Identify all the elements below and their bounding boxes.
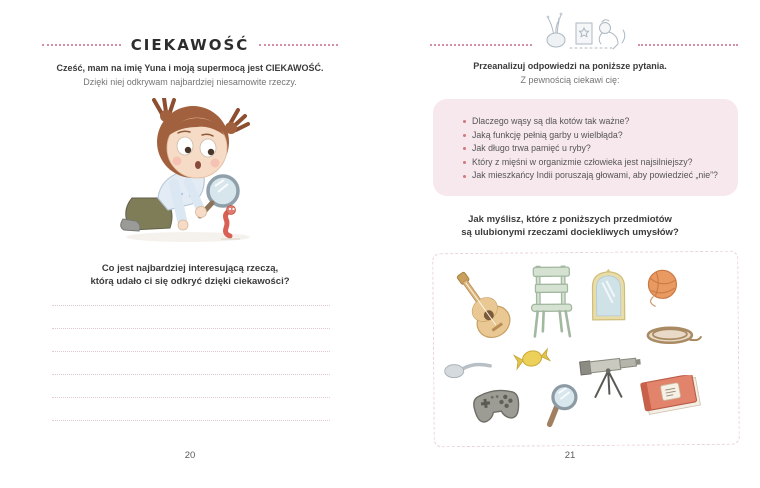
left-page-header [42,36,338,54]
intro-bold-text: Cześć, mam na imię Yuna i moją supermocą jest CIEKAWOŚĆ. [56,63,324,73]
instruction-bold-text: Przeanalizuj odpowiedzi na poniższe pytania. [473,61,667,71]
question-text: Który z mięśni w organizmie człowieka jest najsilniejszy? [472,156,693,167]
question-item [463,129,738,143]
question-text: Jak długo trwa pamięć u ryby? [472,143,591,154]
questions-box [433,99,738,196]
questions-list [433,99,738,183]
writing-lines [52,283,330,421]
question-text: Jaką funkcję pełnią garby u wielbłąda? [472,129,623,140]
bullet-dot-icon [463,120,466,123]
question-item [463,169,738,183]
dotted-divider-right [638,44,738,46]
task-line2: są ulubionymi rzeczami dociekliwych umysłów? [461,227,679,238]
question-text: Dlaczego wąsy są dla kotów tak ważne? [472,116,630,126]
coiled-rope-illustration [644,322,702,349]
writing-line [52,352,330,375]
bullet-dot-icon [463,175,466,178]
question-item [463,156,738,170]
objects-box [432,251,740,448]
writing-line [52,375,330,398]
candy-illustration [513,346,551,370]
game-controller-illustration [471,385,521,427]
bullet-dot-icon [463,147,466,150]
writing-line [52,329,330,352]
task-line1: Jak myślisz, które z poniższych przedmiotów [468,214,672,225]
mirror-illustration [588,269,628,324]
question-item [463,115,738,129]
writing-line [52,306,330,329]
spoon-illustration [444,357,494,379]
bullet-dot-icon [463,161,466,164]
magnifying-glass-illustration [544,383,580,429]
girl-with-magnifying-glass-illustration [118,98,308,246]
sketch-svg [542,6,632,50]
dotted-divider-left [430,44,532,46]
page-title: CIEKAWOŚĆ [130,36,250,54]
header-sketch-illustration [542,6,632,50]
ball-of-yarn-illustration [645,268,679,308]
left-page-number: 20 [184,450,196,461]
left-question-line2: którą udało ci się odkryć dzięki ciekawości? [90,276,290,287]
writing-line [52,398,330,421]
question-text: Jak mieszkańcy Indii poruszają głowami, aby powiedzieć „nie”? [472,170,718,181]
left-question-line1: Co jest najbardziej interesującą rzeczą, [101,263,279,274]
chair-illustration [528,263,575,338]
bullet-dot-icon [463,134,466,137]
dotted-divider-left [42,44,121,46]
guitar-illustration [452,267,515,350]
instruction-regular-text: Z pewnością ciekawi cię: [520,75,620,85]
girl-illustration-svg [118,98,308,246]
intro-regular-text: Dzięki niej odkrywam najbardziej niesamowite rzeczy. [83,77,297,87]
telescope-illustration [578,349,642,400]
right-page-number: 21 [564,450,576,461]
dotted-divider-right [259,44,338,46]
question-item [463,142,738,156]
writing-line [52,283,330,306]
book-illustration [639,375,701,418]
